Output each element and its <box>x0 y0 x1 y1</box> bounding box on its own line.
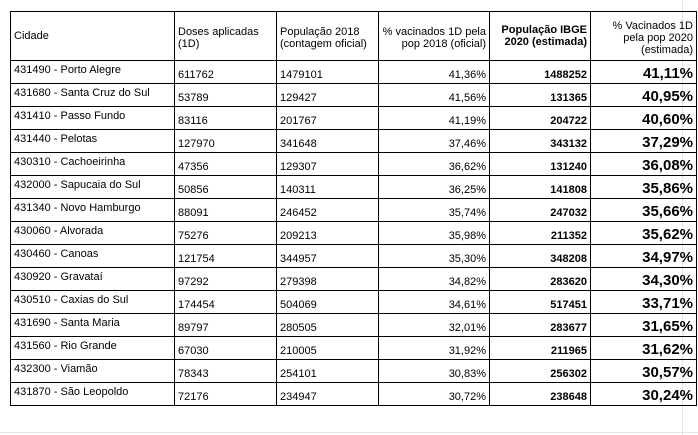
cell-doses[interactable]: 88091 <box>175 199 277 222</box>
cell-city[interactable]: 431440 - Pelotas <box>11 130 175 153</box>
cell-pop2018[interactable]: 209213 <box>277 222 379 245</box>
cell-pop2018[interactable]: 344957 <box>277 245 379 268</box>
cell-pct2018[interactable]: 31,92% <box>379 337 490 360</box>
cell-pop2020[interactable]: 204722 <box>490 107 591 130</box>
cell-doses[interactable]: 127970 <box>175 130 277 153</box>
cell-city[interactable]: 432300 - Viamão <box>11 360 175 383</box>
cell-city[interactable]: 431560 - Rio Grande <box>11 337 175 360</box>
table-row <box>11 61 697 84</box>
cell-pct2018[interactable]: 30,83% <box>379 360 490 383</box>
cell-pct2018[interactable]: 35,30% <box>379 245 490 268</box>
cell-pop2018[interactable]: 140311 <box>277 176 379 199</box>
cell-pct2020[interactable]: 36,08% <box>591 153 697 176</box>
table-row <box>11 153 697 176</box>
cell-doses[interactable]: 97292 <box>175 268 277 291</box>
cell-pct2018[interactable]: 35,98% <box>379 222 490 245</box>
cell-doses[interactable]: 72176 <box>175 383 277 406</box>
cell-pct2018[interactable]: 36,62% <box>379 153 490 176</box>
cell-pop2018[interactable]: 254101 <box>277 360 379 383</box>
cell-pop2020[interactable]: 283677 <box>490 314 591 337</box>
cell-city[interactable]: 430060 - Alvorada <box>11 222 175 245</box>
cell-city[interactable]: 431870 - São Leopoldo <box>11 383 175 406</box>
cell-pop2020[interactable]: 517451 <box>490 291 591 314</box>
cell-pct2018[interactable]: 41,56% <box>379 84 490 107</box>
cell-pop2018[interactable]: 129427 <box>277 84 379 107</box>
header-doses[interactable]: Doses aplicadas (1D) <box>175 12 277 61</box>
cell-city[interactable]: 430310 - Cachoeirinha <box>11 153 175 176</box>
cell-pct2018[interactable]: 37,46% <box>379 130 490 153</box>
cell-pct2018[interactable]: 32,01% <box>379 314 490 337</box>
cell-pop2020[interactable]: 211965 <box>490 337 591 360</box>
cell-pop2020[interactable]: 131365 <box>490 84 591 107</box>
cell-doses[interactable]: 67030 <box>175 337 277 360</box>
cell-pop2020[interactable]: 256302 <box>490 360 591 383</box>
header-row <box>11 12 697 61</box>
table-row <box>11 337 697 360</box>
header-pop2020[interactable]: População IBGE 2020 (estimada) <box>490 12 591 61</box>
cell-pct2020[interactable]: 31,65% <box>591 314 697 337</box>
header-pct2020[interactable]: % Vacinados 1D pela pop 2020 (estimada) <box>591 12 697 61</box>
cell-pct2020[interactable]: 40,95% <box>591 84 697 107</box>
cell-pct2020[interactable]: 34,97% <box>591 245 697 268</box>
header-city[interactable]: Cidade <box>11 12 175 61</box>
cell-pct2020[interactable]: 35,62% <box>591 222 697 245</box>
cell-pop2018[interactable]: 234947 <box>277 383 379 406</box>
cell-pop2020[interactable]: 141808 <box>490 176 591 199</box>
cell-city[interactable]: 432000 - Sapucaia do Sul <box>11 176 175 199</box>
cell-doses[interactable]: 47356 <box>175 153 277 176</box>
cell-pop2020[interactable]: 283620 <box>490 268 591 291</box>
cell-pop2020[interactable]: 343132 <box>490 130 591 153</box>
table-row <box>11 245 697 268</box>
cell-city[interactable]: 430920 - Gravataí <box>11 268 175 291</box>
cell-doses[interactable]: 53789 <box>175 84 277 107</box>
cell-pct2018[interactable]: 34,61% <box>379 291 490 314</box>
cell-pct2020[interactable]: 31,62% <box>591 337 697 360</box>
cell-pct2020[interactable]: 35,66% <box>591 199 697 222</box>
cell-pct2018[interactable]: 41,19% <box>379 107 490 130</box>
cell-pop2020[interactable]: 238648 <box>490 383 591 406</box>
cell-pop2018[interactable]: 246452 <box>277 199 379 222</box>
cell-pct2018[interactable]: 34,82% <box>379 268 490 291</box>
cell-pop2018[interactable]: 210005 <box>277 337 379 360</box>
cell-pct2020[interactable]: 33,71% <box>591 291 697 314</box>
cell-city[interactable]: 431410 - Passo Fundo <box>11 107 175 130</box>
cell-doses[interactable]: 174454 <box>175 291 277 314</box>
cell-city[interactable]: 431680 - Santa Cruz do Sul <box>11 84 175 107</box>
cell-doses[interactable]: 83116 <box>175 107 277 130</box>
cell-pct2020[interactable]: 37,29% <box>591 130 697 153</box>
cell-pct2020[interactable]: 30,24% <box>591 383 697 406</box>
cell-pct2020[interactable]: 40,60% <box>591 107 697 130</box>
cell-pct2018[interactable]: 36,25% <box>379 176 490 199</box>
cell-pct2020[interactable]: 41,11% <box>591 61 697 84</box>
cell-doses[interactable]: 121754 <box>175 245 277 268</box>
cell-city[interactable]: 430510 - Caxias do Sul <box>11 291 175 314</box>
cell-pop2018[interactable]: 201767 <box>277 107 379 130</box>
gridline <box>0 432 698 433</box>
cell-pop2020[interactable]: 247032 <box>490 199 591 222</box>
cell-doses[interactable]: 75276 <box>175 222 277 245</box>
table-row <box>11 268 697 291</box>
table-row <box>11 314 697 337</box>
table-row <box>11 222 697 245</box>
cell-doses[interactable]: 89797 <box>175 314 277 337</box>
cell-pop2018[interactable]: 341648 <box>277 130 379 153</box>
table-row <box>11 107 697 130</box>
cell-city[interactable]: 431490 - Porto Alegre <box>11 61 175 84</box>
cell-pop2018[interactable]: 280505 <box>277 314 379 337</box>
table-row <box>11 199 697 222</box>
cell-pop2018[interactable]: 1479101 <box>277 61 379 84</box>
header-pct2018[interactable]: % vacinados 1D pela pop 2018 (oficial) <box>379 12 490 61</box>
cell-pct2020[interactable]: 30,57% <box>591 360 697 383</box>
cell-pct2018[interactable]: 35,74% <box>379 199 490 222</box>
cell-pop2018[interactable]: 504069 <box>277 291 379 314</box>
cell-pop2020[interactable]: 1488252 <box>490 61 591 84</box>
cell-city[interactable]: 431690 - Santa Maria <box>11 314 175 337</box>
cell-doses[interactable]: 611762 <box>175 61 277 84</box>
cell-pct2020[interactable]: 35,86% <box>591 176 697 199</box>
cell-city[interactable]: 431340 - Novo Hamburgo <box>11 199 175 222</box>
cell-pop2020[interactable]: 211352 <box>490 222 591 245</box>
cell-pop2018[interactable]: 129307 <box>277 153 379 176</box>
cell-doses[interactable]: 78343 <box>175 360 277 383</box>
vaccination-table <box>10 11 697 406</box>
cell-pop2020[interactable]: 131240 <box>490 153 591 176</box>
table-row <box>11 291 697 314</box>
cell-pct2018[interactable]: 41,36% <box>379 61 490 84</box>
table-row <box>11 84 697 107</box>
table-row <box>11 383 697 406</box>
cell-pop2020[interactable]: 348208 <box>490 245 591 268</box>
cell-doses[interactable]: 50856 <box>175 176 277 199</box>
table-row <box>11 360 697 383</box>
cell-pop2018[interactable]: 279398 <box>277 268 379 291</box>
cell-city[interactable]: 430460 - Canoas <box>11 245 175 268</box>
cell-pct2020[interactable]: 34,30% <box>591 268 697 291</box>
cell-pct2018[interactable]: 30,72% <box>379 383 490 406</box>
table-row <box>11 176 697 199</box>
table-row <box>11 130 697 153</box>
header-pop2018[interactable]: População 2018 (contagem oficial) <box>277 12 379 61</box>
